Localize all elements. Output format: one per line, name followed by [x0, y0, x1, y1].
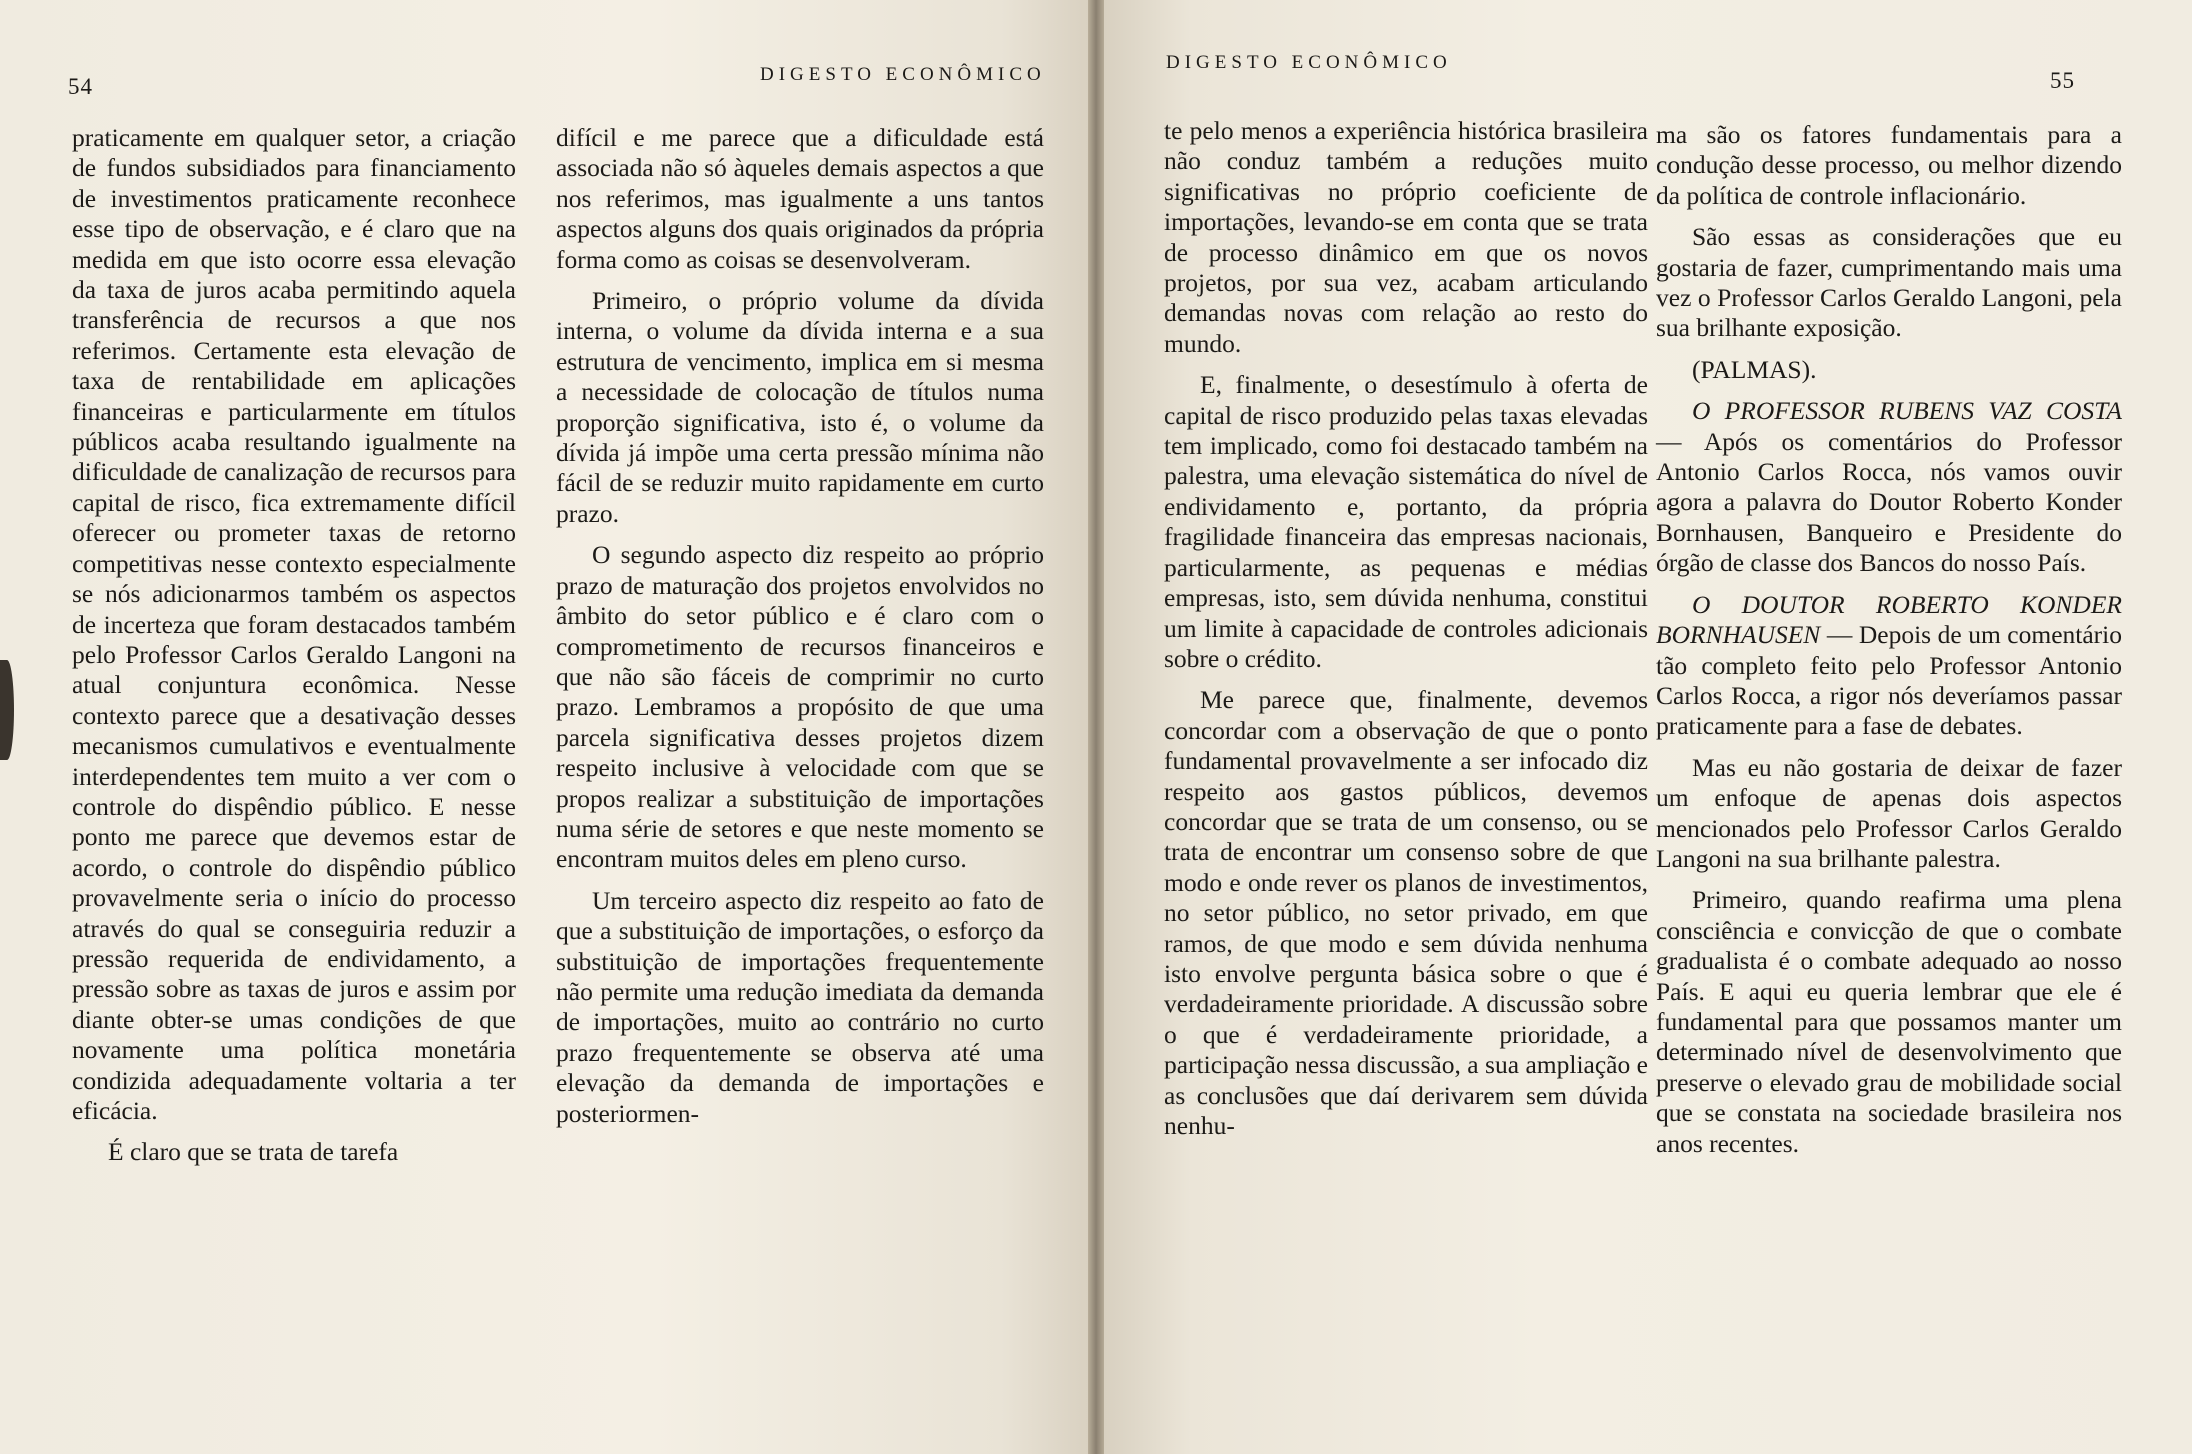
applause-note: (PALMAS).: [1692, 354, 1817, 384]
page-number: 54: [68, 74, 93, 99]
speaker-name: O DOUTOR ROBERTO KONDER BORNHAUSEN: [1656, 589, 2122, 650]
paragraph: O segundo aspecto diz respeito ao próprio prazo de maturação dos projetos envolvidos no âmbito do setor público e é claro com o comprometimento de recursos financeiros e que não são fáceis de comprimir no curto prazo. Lembramos a propósito de que uma parcela significativa desses projetos dizem respeito inclusive à velocidade com que se propos realizar a substituição de importações numa série de setores e que neste momento se encontram muitos deles em pleno curso.: [556, 540, 1044, 874]
book-gutter: [1088, 0, 1104, 1454]
page-edge-shadow: [0, 660, 14, 760]
paragraph: difícil e me parece que a dificuldade está associada não só àqueles demais aspectos a que nos referimos, mas igualmente a uns tantos aspectos alguns dos quais originados da própria forma como as coisas se desenvolveram.: [556, 123, 1044, 274]
paragraph: É claro que se trata de tarefa: [108, 1137, 399, 1167]
running-head: DIGESTO ECONÔMICO: [760, 64, 1046, 85]
speaker-text: — Depois de um comentário tão completo feito pelo Professor Antonio Carlos Rocca, a rigor nós deveríamos passar praticamente para a fase de debates.: [1656, 620, 2122, 741]
left-page: [0, 0, 1088, 1454]
paragraph: Primeiro, o próprio volume da dívida interna, o volume da dívida interna e a sua estrutura de vencimento, implica em si mesma a necessidade de colocação de títulos numa proporção significativa, isto é, o volume da dívida já impõe uma certa pressão mínima não fácil de se reduzir muito rapidamente em curto prazo.: [556, 286, 1044, 528]
speaker-paragraph: [1656, 590, 2122, 742]
running-head: DIGESTO ECONÔMICO: [1166, 52, 1452, 73]
paragraph: te pelo menos a experiência histórica brasileira não conduz também a reduções muito significativas no próprio coeficiente de importações, levando-se em conta que se trata de processo dinâmico em que os novos projetos, por sua vez, acabam articulando demandas novas com relação ao resto do mundo.: [1164, 116, 1648, 358]
paragraph: praticamente em qualquer setor, a criação de fundos subsidiados para financiamento de investimentos praticamente reconhece esse tipo de observação, e é claro que na medida em que isto ocorre essa elevação da taxa de juros acaba permitindo aquela transferência de recursos a que nos referimos. Certamente esta elevação de taxa de rentabilidade em aplicações financeiras e particularmente em títulos públicos acaba resultando igualmente na dificuldade de canalização de recursos para capital de risco, fica extremamente difícil oferecer ou prometer taxas de retorno competitivas nesse contexto especialmente se nós adicionarmos também os aspectos de incerteza que foram destacados também pelo Professor Carlos Geraldo Langoni na atual conjuntura econômica. Nesse contexto parece que a desativação desses mecanismos cumulativos e eventualmente interdependentes tem muito a ver com o controle do dispêndio público. E nesse ponto me parece que devemos estar de acordo, o controle do dispêndio público provavelmente seria o início do processo através do qual se conseguiria reduzir a pressão requerida de endividamento, a pressão sobre as taxas de juros e assim por diante obter-se umas condições de que novamente uma política monetária condizida adequadamente voltaria a ter eficácia.: [72, 123, 516, 1125]
paragraph: São essas as considerações que eu gostaria de fazer, cumprimentando mais uma vez o Professor Carlos Geraldo Langoni, pela sua brilhante exposição.: [1656, 222, 2122, 343]
page-number: 55: [2050, 68, 2075, 93]
left-page-column-1: [72, 123, 516, 1179]
paragraph: Primeiro, quando reafirma uma plena consciência e convicção de que o combate gradualista é o combate adequado ao nosso País. E aqui eu queria lembrar que ele é fundamental para que possamos manter um determinado nível de desenvolvimento que preserve o elevado grau de mobilidade social que se constata na sociedade brasileira nos anos recentes.: [1656, 885, 2122, 1158]
speaker-paragraph: [1656, 396, 2122, 578]
speaker-name: O PROFESSOR RUBENS VAZ COSTA: [1692, 396, 2122, 426]
paragraph: Um terceiro aspecto diz respeito ao fato de que a substituição de importações, o esforço da substituição de importações frequentemente não permite uma redução imediata da demanda de importações, muito ao contrário no curto prazo frequentemente se observa até uma elevação da demanda de importações e posteriormen-: [556, 885, 1044, 1128]
paragraph: E, finalmente, o desestímulo à oferta de capital de risco produzido pelas taxas elevadas tem implicado, como foi destacado também na palestra, uma elevação sistemática do nível de endividamento e, portanto, da própria fragilidade financeira das empresas nacionais, particularmente, as pequenas e médias empresas, isto, sem dúvida nenhuma, constitui um limite à capacidade de controles adicionais sobre o crédito.: [1164, 370, 1648, 673]
paragraph: ma são os fatores fundamentais para a condução desse processo, ou melhor dizendo da política de controle inflacionário.: [1656, 120, 2122, 210]
left-page-column-2: [556, 123, 1044, 1140]
right-page-column-2: [1656, 120, 2122, 1170]
right-page-column-1: [1164, 116, 1648, 1152]
paragraph: Me parece que, finalmente, devemos concordar com a observação de que o ponto fundamental provavelmente a ser infocado diz respeito aos gastos públicos, devemos concordar que se trata de um consenso, ou se trata de encontrar um consenso sobre de que modo e onde rever os planos de investimentos, no setor público, no setor privado, em que ramos, de que modo e sem dúvida nenhuma isto envolve pergunta básica sobre o que é verdadeiramente prioridade. A discussão sobre o que é verdadeiramente prioridade, a participação nessa discussão, a sua ampliação e as conclusões que daí derivarem sem dúvida nenhu-: [1164, 685, 1648, 1140]
right-page: [1104, 0, 2192, 1454]
paragraph: Mas eu não gostaria de deixar de fazer um enfoque de apenas dois aspectos mencionados pelo Professor Carlos Geraldo Langoni na sua brilhante palestra.: [1656, 752, 2122, 873]
speaker-text: — Após os comentários do Professor Antonio Carlos Rocca, nós vamos ouvir agora a palavra do Doutor Roberto Konder Bornhausen, Banqueiro e Presidente do órgão de classe dos Bancos do nosso País.: [1656, 426, 2122, 578]
